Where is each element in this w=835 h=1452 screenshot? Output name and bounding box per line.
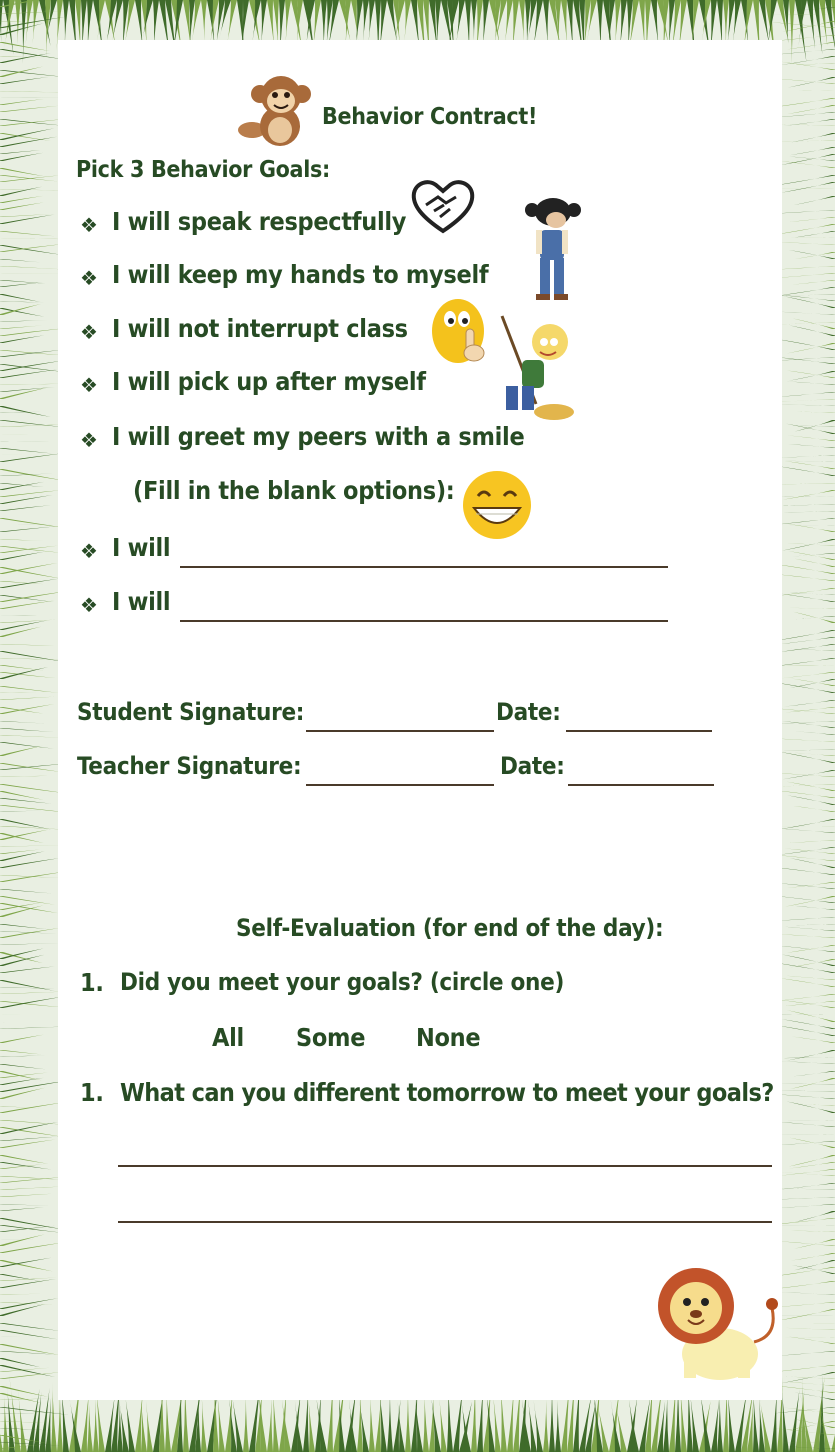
teacher-date-label: Date: [500, 752, 565, 780]
grin-emoji-icon [460, 468, 534, 542]
heart-handshake-icon [410, 177, 476, 235]
monkey-icon [232, 72, 314, 150]
student-signature-line[interactable] [306, 730, 494, 732]
bullet-icon: ❖ [80, 266, 98, 290]
teacher-signature-label: Teacher Signature: [77, 752, 302, 780]
bullet-icon: ❖ [80, 428, 98, 452]
goal-item: I will speak respectfully [112, 207, 407, 236]
broom-kid-icon [492, 312, 588, 424]
fill-in-label: I will [112, 533, 171, 562]
student-date-line[interactable] [566, 730, 712, 732]
goal-item: I will keep my hands to myself [112, 260, 489, 289]
goal-item: I will not interrupt class [112, 314, 408, 343]
girl-icon [518, 192, 588, 304]
teacher-signature-line[interactable] [306, 784, 494, 786]
goal-item: I will pick up after myself [112, 367, 426, 396]
shush-emoji-icon [428, 295, 492, 375]
self-eval-heading: Self-Evaluation (for end of the day): [236, 914, 664, 942]
bullet-icon: ❖ [80, 373, 98, 397]
fill-in-line[interactable] [180, 620, 668, 622]
answer-line[interactable] [118, 1165, 772, 1167]
question-number: 1. [80, 968, 104, 997]
fill-in-label: I will [112, 587, 171, 616]
option-all[interactable]: All [212, 1023, 244, 1052]
student-signature-label: Student Signature: [77, 698, 305, 726]
bullet-icon: ❖ [80, 539, 98, 563]
bullet-icon: ❖ [80, 320, 98, 344]
fill-in-line[interactable] [180, 566, 668, 568]
contract-title: Behavior Contract! [322, 104, 538, 130]
student-date-label: Date: [496, 698, 561, 726]
fill-in-heading: (Fill in the blank options): [133, 476, 455, 505]
bullet-icon: ❖ [80, 593, 98, 617]
teacher-date-line[interactable] [568, 784, 714, 786]
lion-icon [654, 1256, 784, 1384]
question-2: What can you different tomorrow to meet your goals? [120, 1078, 774, 1107]
question-1: Did you meet your goals? (circle one) [120, 968, 565, 996]
goals-heading: Pick 3 Behavior Goals: [76, 157, 331, 183]
option-none[interactable]: None [416, 1023, 481, 1052]
bullet-icon: ❖ [80, 213, 98, 237]
goal-item: I will greet my peers with a smile [112, 422, 525, 451]
question-number: 1. [80, 1078, 104, 1107]
answer-line[interactable] [118, 1221, 772, 1223]
option-some[interactable]: Some [296, 1023, 366, 1052]
